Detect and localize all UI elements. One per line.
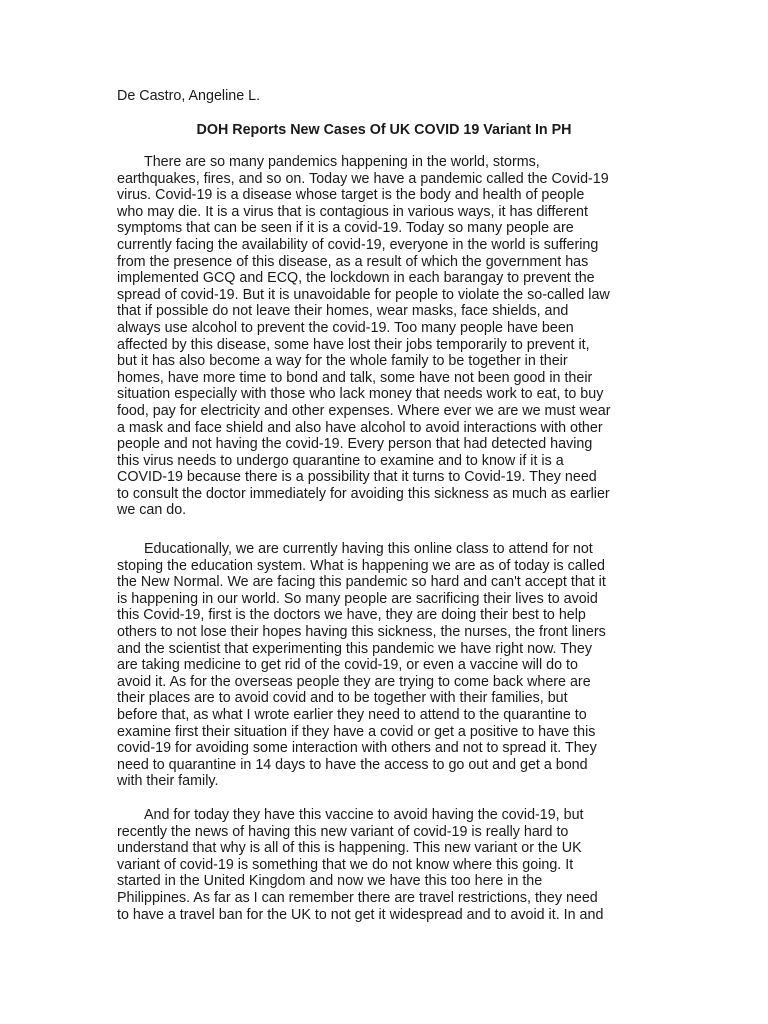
paragraph-line: this Covid-19, first is the doctors we have, they are doing their best to help	[117, 607, 586, 624]
paragraph-line: the New Normal. We are facing this pandemic so hard and can't accept that it	[117, 574, 606, 591]
paragraph-line: Philippines. As far as I can remember there are travel restrictions, they need	[117, 889, 598, 906]
paragraph-line: is happening in our world. So many people are sacrificing their lives to avoid	[117, 590, 598, 607]
paragraph-line: that if possible do not leave their homes, wear masks, face shields, and	[117, 303, 569, 320]
paragraph-2	[117, 541, 651, 790]
paragraph-line: food, pay for electricity and other expenses. Where ever we are we must wear	[117, 402, 611, 419]
paragraph-line: and the scientist that experimenting this pandemic we have right now. They	[117, 640, 592, 657]
paragraph-line: from the presence of this disease, as a result of which the government has	[117, 253, 589, 270]
paragraph-line: always use alcohol to prevent the covid-19. Too many people have been	[117, 319, 574, 336]
paragraph-line: covid-19 for avoiding some interaction with others and not to spread it. They	[117, 740, 597, 757]
paragraph-line: their places are to avoid covid and to be together with their families, but	[117, 690, 568, 707]
document-title: DOH Reports New Cases Of UK COVID 19 Variant In PH	[196, 122, 572, 138]
paragraph-1	[117, 154, 651, 519]
paragraph-line: virus. Covid-19 is a disease whose target is the body and health of people	[117, 187, 585, 204]
paragraph-line: who may die. It is a virus that is contagious in various ways, it has different	[117, 203, 588, 220]
paragraph-line: spread of covid-19. But it is unavoidable for people to violate the so-called law	[117, 286, 610, 303]
paragraph-line: but it has also become a way for the whole family to be together in their	[117, 353, 568, 370]
paragraph-line: to have a travel ban for the UK to not get it widespread and to avoid it. In and	[117, 906, 604, 923]
paragraph-line: situation especially with those who lack money that needs work to eat, to buy	[117, 386, 604, 403]
paragraph-line: symptoms that can be seen if it is a covid-19. Today so many people are	[117, 220, 574, 237]
paragraph-line: a mask and face shield and also have alcohol to avoid interactions with other	[117, 419, 603, 436]
paragraph-line: stoping the education system. What is happening we are as of today is called	[117, 557, 605, 574]
paragraph-line: are taking medicine to get rid of the covid-19, or even a vaccine will do to	[117, 657, 578, 674]
paragraph-line: And for today they have this vaccine to avoid having the covid-19, but	[144, 807, 584, 823]
paragraph-3	[117, 807, 651, 923]
paragraph-line: others to not lose their hopes having this sickness, the nurses, the front liners	[117, 623, 606, 640]
paragraph-line: examine first their situation if they have a covid or get a positive to have this	[117, 723, 596, 740]
paragraph-line: need to quarantine in 14 days to have the access to go out and get a bond	[117, 756, 588, 773]
paragraph-line: homes, have more time to bond and talk, some have not been good in their	[117, 369, 593, 386]
paragraph-line: people and not having the covid-19. Every person that had detected having	[117, 436, 593, 453]
paragraph-line: to consult the doctor immediately for avoiding this sickness as much as earlier	[117, 485, 610, 502]
paragraph-line: variant of covid-19 is something that we do not know where this going. It	[117, 856, 574, 873]
author-name: De Castro, Angeline L.	[117, 88, 261, 104]
paragraph-line: started in the United Kingdom and now we have this too here in the	[117, 873, 543, 890]
paragraph-line: before that, as what I wrote earlier they need to attend to the quarantine to	[117, 706, 587, 723]
paragraph-line: implemented GCQ and ECQ, the lockdown in each barangay to prevent the	[117, 270, 595, 287]
paragraph-line: avoid it. As for the overseas people they are trying to come back where are	[117, 673, 591, 690]
paragraph-line: earthquakes, fires, and so on. Today we have a pandemic called the Covid-19	[117, 170, 609, 187]
paragraph-line: with their family.	[117, 773, 219, 790]
paragraph-line: currently facing the availability of covid-19, everyone in the world is suffering	[117, 236, 599, 253]
paragraph-line: this virus needs to undergo quarantine to examine and to know if it is a	[117, 452, 564, 469]
paragraph-line: recently the news of having this new variant of covid-19 is really hard to	[117, 823, 569, 840]
paragraph-line: There are so many pandemics happening in the world, storms,	[144, 154, 540, 170]
paragraph-line: affected by this disease, some have lost their jobs temporarily to prevent it,	[117, 336, 590, 353]
paragraph-line: we can do.	[117, 502, 187, 519]
paragraph-line: understand that why is all of this is happening. This new variant or the UK	[117, 840, 582, 857]
paragraph-line: COVID-19 because there is a possibility that it turns to Covid-19. They need	[117, 469, 597, 486]
paragraph-line: Educationally, we are currently having this online class to attend for not	[144, 541, 593, 557]
